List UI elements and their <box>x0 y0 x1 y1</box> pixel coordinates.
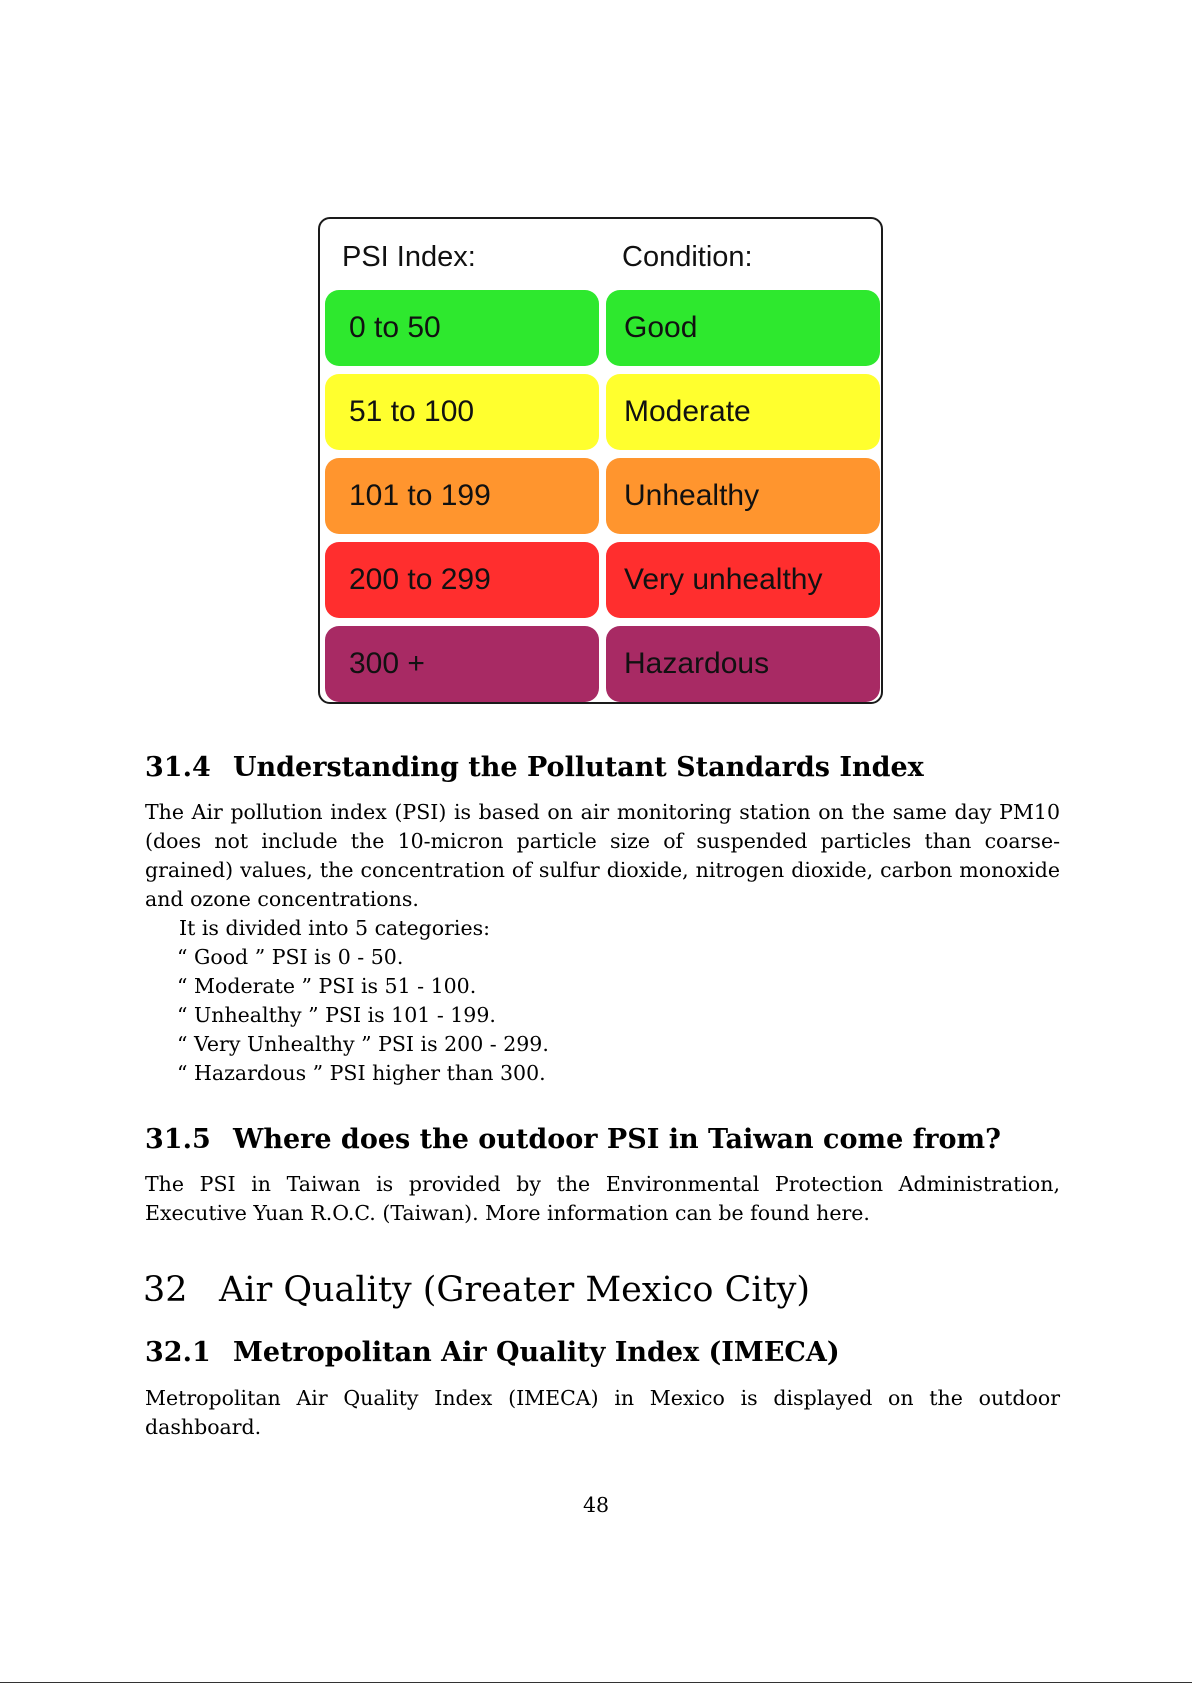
section-title: Understanding the Pollutant Standards Index <box>233 752 924 783</box>
category-line: “ Unhealthy ” PSI is 101 - 199. <box>177 1003 496 1027</box>
psi-index-header: PSI Index: <box>342 241 476 273</box>
condition-cell <box>606 626 880 702</box>
category-line: “ Hazardous ” PSI higher than 300. <box>177 1061 546 1085</box>
section-title: Where does the outdoor PSI in Taiwan come from? <box>233 1124 1001 1155</box>
categories-intro: It is divided into 5 categories: <box>179 916 491 940</box>
psi-description-paragraph: The Air pollution index (PSI) is based on air monitoring station on the same day PM10 (does not include the 10-micron particle size of suspended particles than coarse-grained) values, the concentration of sulfur dioxide, nitrogen dioxide, carbon monoxide and ozone concentrations. <box>145 800 1060 911</box>
category-line: “ Very Unhealthy ” PSI is 200 - 299. <box>177 1032 549 1056</box>
psi-range-label: 51 to 100 <box>349 395 475 428</box>
condition-label: Moderate <box>624 395 751 428</box>
condition-label: Very unhealthy <box>624 563 823 596</box>
psi-range-label: 200 to 299 <box>349 563 491 596</box>
chapter-heading-32 <box>143 1270 810 1310</box>
psi-range-label: 0 to 50 <box>349 311 441 344</box>
psi-range-cell <box>325 374 599 450</box>
chapter-number: 32 <box>143 1270 188 1310</box>
psi-range-label: 300 + <box>349 647 425 680</box>
section-heading-31-4 <box>145 752 924 783</box>
section-number: 31.5 <box>145 1124 211 1155</box>
psi-range-cell <box>325 290 599 366</box>
condition-cell <box>606 290 880 366</box>
psi-index-table <box>318 217 883 704</box>
section-number: 31.4 <box>145 752 211 783</box>
bottom-rule <box>0 1682 1192 1683</box>
condition-label: Good <box>624 311 698 344</box>
condition-cell <box>606 374 880 450</box>
chapter-title: Air Quality (Greater Mexico City) <box>219 1270 811 1310</box>
psi-range-cell <box>325 626 599 702</box>
condition-label: Unhealthy <box>624 479 760 512</box>
psi-range-label: 101 to 199 <box>349 479 491 512</box>
category-line: “ Good ” PSI is 0 - 50. <box>177 945 404 969</box>
condition-header: Condition: <box>622 241 753 273</box>
category-line: “ Moderate ” PSI is 51 - 100. <box>177 974 477 998</box>
psi-range-cell <box>325 458 599 534</box>
section-heading-31-5 <box>145 1124 1001 1155</box>
psi-range-cell <box>325 542 599 618</box>
condition-cell <box>606 542 880 618</box>
condition-cell <box>606 458 880 534</box>
section-heading-32-1 <box>145 1337 840 1368</box>
condition-label: Hazardous <box>624 647 770 680</box>
section-title: Metropolitan Air Quality Index (IMECA) <box>233 1337 840 1368</box>
page-number: 48 <box>582 1493 610 1517</box>
taiwan-psi-paragraph: The PSI in Taiwan is provided by the Environmental Protection Administration, Executive Yuan R.O.C. (Taiwan). More information can be found here. <box>145 1172 1060 1225</box>
section-number: 32.1 <box>145 1337 211 1368</box>
imeca-paragraph: Metropolitan Air Quality Index (IMECA) in Mexico is displayed on the outdoor dashboard. <box>145 1386 1060 1439</box>
